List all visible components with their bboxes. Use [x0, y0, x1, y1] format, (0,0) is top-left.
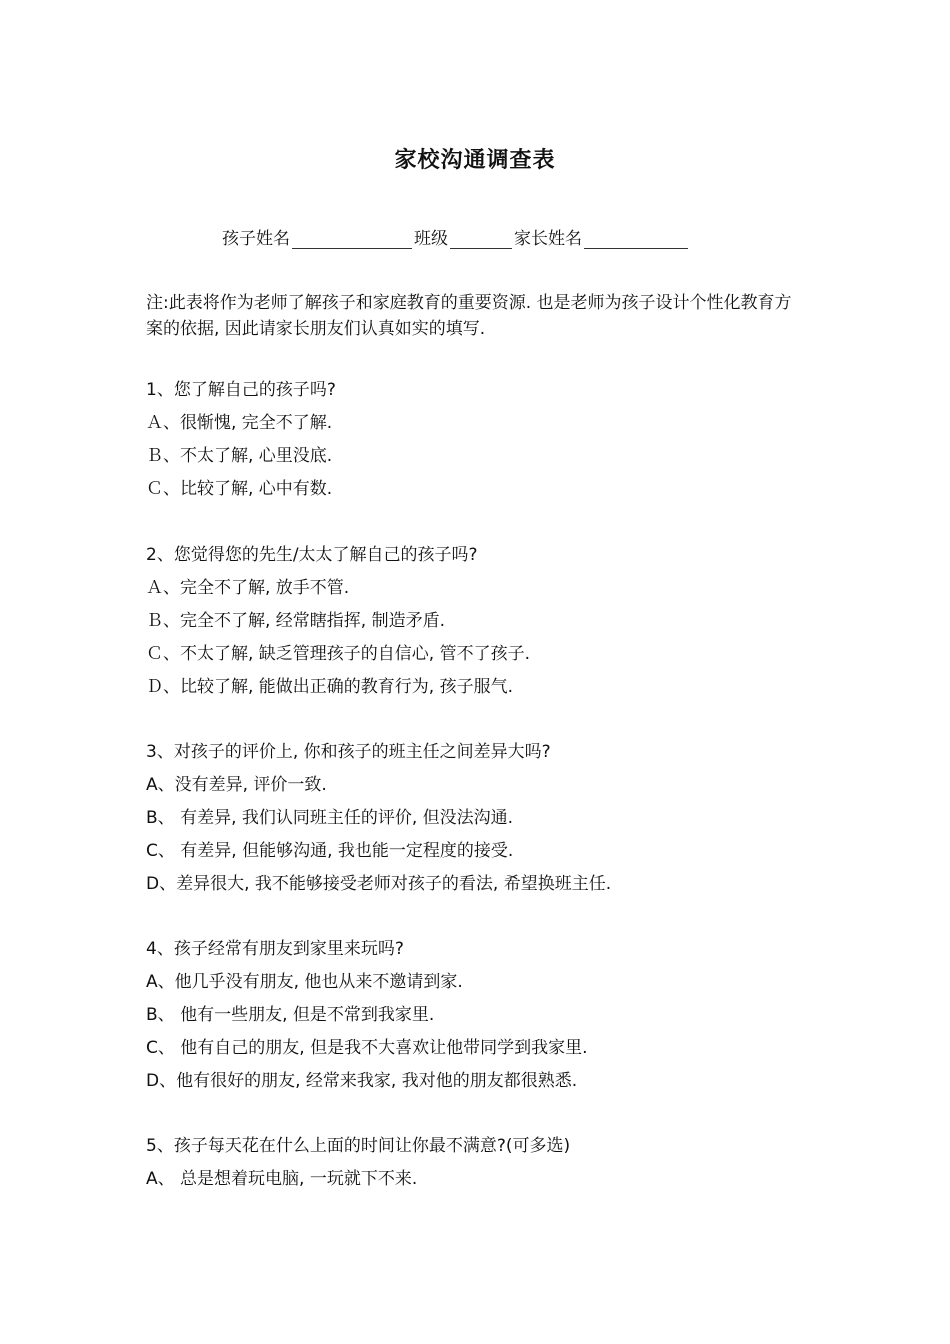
question-text: 3、对孩子的评价上, 你和孩子的班主任之间差异大吗? — [146, 742, 551, 762]
page-title: 家校沟通调查表 — [394, 148, 556, 173]
option: Ａ、完全不了解, 放手不管. — [146, 578, 350, 598]
child-name-label: 孩子姓名 — [222, 229, 290, 249]
option: C、 他有自己的朋友, 但是我不大喜欢让他带同学到我家里. — [146, 1038, 588, 1058]
option: Ａ、很惭愧, 完全不了解. — [146, 413, 333, 433]
option: B、 他有一些朋友, 但是不常到我家里. — [146, 1005, 435, 1025]
question-5 — [146, 1130, 570, 1196]
option: Ｃ、不太了解, 缺乏管理孩子的自信心, 管不了孩子. — [146, 644, 531, 664]
option: Ｂ、不太了解, 心里没底. — [146, 446, 333, 466]
note-text: 注:此表将作为老师了解孩子和家庭教育的重要资源. 也是老师为孩子设计个性化教育方案的依据, 因此请家长朋友们认真如实的填写. — [146, 293, 792, 339]
question-text: 1、您了解自己的孩子吗? — [146, 380, 336, 400]
option: Ｂ、完全不了解, 经常瞎指挥, 制造矛盾. — [146, 611, 446, 631]
option: A、 总是想着玩电脑, 一玩就下不来. — [146, 1169, 418, 1189]
question-text: 5、孩子每天花在什么上面的时间让你最不满意?(可多选) — [146, 1136, 571, 1156]
child-name-field[interactable] — [292, 228, 412, 249]
option: Ｃ、比较了解, 心中有数. — [146, 479, 333, 499]
option: A、没有差异, 评价一致. — [146, 775, 327, 795]
question-3 — [146, 736, 611, 901]
parent-name-field[interactable] — [584, 228, 688, 249]
question-text: 2、您觉得您的先生/太太了解自己的孩子吗? — [146, 545, 478, 565]
option: A、他几乎没有朋友, 他也从来不邀请到家. — [146, 972, 463, 992]
option: Ｄ、比较了解, 能做出正确的教育行为, 孩子服气. — [146, 677, 514, 697]
option: C、 有差异, 但能够沟通, 我也能一定程度的接受. — [146, 841, 514, 861]
info-fields — [222, 224, 690, 249]
option: D、他有很好的朋友, 经常来我家, 我对他的朋友都很熟悉. — [146, 1071, 578, 1091]
parent-name-label: 家长姓名 — [514, 229, 582, 249]
question-1 — [146, 374, 336, 506]
class-field[interactable] — [450, 228, 512, 249]
option: B、 有差异, 我们认同班主任的评价, 但没法沟通. — [146, 808, 514, 828]
class-label: 班级 — [414, 229, 448, 249]
option: D、差异很大, 我不能够接受老师对孩子的看法, 希望换班主任. — [146, 874, 612, 894]
question-text: 4、孩子经常有朋友到家里来玩吗? — [146, 939, 404, 959]
question-4 — [146, 933, 587, 1098]
question-2 — [146, 539, 530, 704]
